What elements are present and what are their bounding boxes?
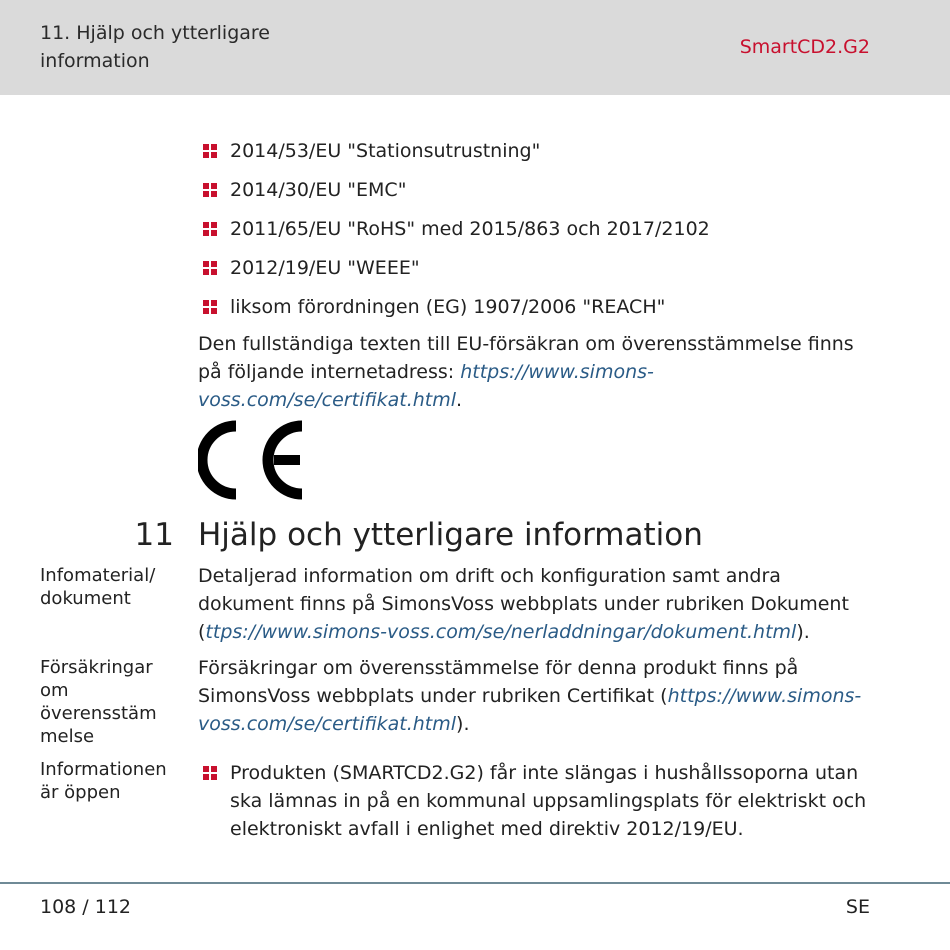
list-item	[200, 137, 880, 165]
header-section-title: 11. Hjälp och ytterligare information	[40, 22, 270, 72]
list-item	[200, 215, 880, 243]
disposal-list	[200, 759, 880, 854]
list-item-text: 2012/19/EU "WEEE"	[230, 257, 420, 279]
directive-list	[200, 137, 880, 332]
list-item	[200, 254, 880, 282]
side-label-infomaterial: Infomaterial/ dokument	[40, 565, 156, 609]
certificates-paragraph	[198, 654, 878, 738]
chapter-title: Hjälp och ytterligare information	[198, 517, 703, 553]
chapter-number: 11	[134, 517, 174, 553]
certificates-end: ).	[456, 713, 470, 735]
bullet-icon	[203, 766, 217, 780]
list-item	[200, 293, 880, 321]
footer-divider	[0, 882, 950, 884]
certificates-text: Försäkringar om överensstämmelse för denna produkt finns på SimonsVoss webbplats under rubriken Certifikat (	[198, 657, 799, 707]
list-item-text: 2011/65/EU "RoHS" med 2015/863 och 2017/2102	[230, 218, 710, 240]
bullet-icon	[203, 183, 217, 197]
list-item-text: 2014/53/EU "Stationsutrustning"	[230, 140, 541, 162]
side-label-disposal: Informationen är öppen	[40, 759, 167, 803]
bullet-icon	[203, 222, 217, 236]
declaration-end: .	[456, 389, 463, 411]
documents-link[interactable]: ttps://www.simons-voss.com/se/nerladdningar/dokument.html	[205, 621, 797, 643]
certificates-link[interactable]: https://www.simons-voss.com/se/certifikat.html	[198, 685, 862, 735]
ce-mark-icon	[198, 420, 308, 500]
infomaterial-paragraph	[198, 562, 878, 646]
side-label-certificates: Försäkringar om överensstäm melse	[40, 657, 157, 747]
list-item-text: 2014/30/EU "EMC"	[230, 179, 407, 201]
header-product-name: SmartCD2.G2	[739, 36, 870, 58]
bullet-icon	[203, 300, 217, 314]
declaration-text: Den fullständiga texten till EU-försäkran om överensstämmelse finns på följande internetadress:	[198, 333, 854, 383]
bullet-icon	[203, 261, 217, 275]
declaration-paragraph	[198, 330, 878, 414]
list-item-text: liksom förordningen (EG) 1907/2006 "REACH"	[230, 296, 666, 318]
page-number: 108 / 112	[40, 896, 132, 918]
list-item	[200, 759, 880, 843]
infomaterial-text: Detaljerad information om drift och konfiguration samt andra dokument finns på SimonsVoss webbplats under rubriken Dokument (	[198, 565, 849, 643]
declaration-link[interactable]: https://www.simons-voss.com/se/certifikat.html	[198, 361, 654, 411]
bullet-icon	[203, 144, 217, 158]
infomaterial-end: ).	[796, 621, 810, 643]
disposal-text: Produkten (SMARTCD2.G2) får inte slängas i hushållssoporna utan ska lämnas in på en kommunal uppsamlingsplats för elektriskt och elektroniskt avfall i enlighet med direktiv 2012/19/EU.	[230, 762, 867, 840]
language-code: SE	[845, 896, 870, 918]
page-header	[0, 0, 950, 95]
list-item	[200, 176, 880, 204]
